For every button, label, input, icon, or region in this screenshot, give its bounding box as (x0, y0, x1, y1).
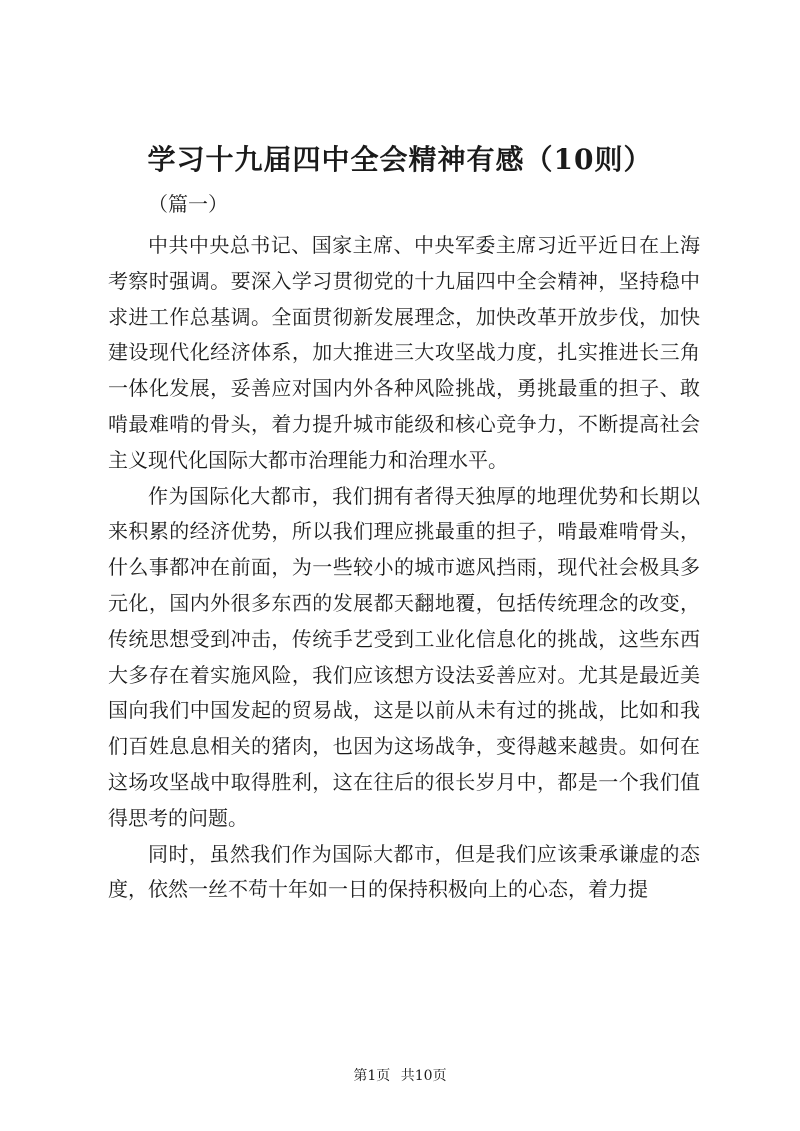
page-number: 第1页 (353, 1068, 391, 1084)
paragraph-1: 中共中央总书记、国家主席、中央军委主席习近平近日在上海考察时强调。要深入学习贯彻党的十九届四中全会精神，坚持稳中求进工作总基调。全面贯彻新发展理念，加快改革开放步伐，加快建设现代化经济体系，加大推进三大攻坚战力度，扎实推进长三角一体化发展，妥善应对国内外各种风险挑战，勇挑最重的担子、敢啃最难啃的骨头，着力提升城市能级和核心竞争力，不断提高社会主义现代化国际大都市治理能力和治理水平。 (108, 233, 700, 472)
page-total: 共10页 (400, 1068, 447, 1084)
document-body (108, 228, 700, 908)
paragraph-2: 作为国际化大都市，我们拥有者得天独厚的地理优势和长期以来积累的经济优势，所以我们理应挑最重的担子，啃最难啃骨头，什么事都冲在前面，为一些较小的城市遮风挡雨，现代社会极具多元化，国内外很多东西的发展都天翻地覆，包括传统理念的改变，传统思想受到冲击，传统手艺受到工业化信息化的挑战，这些东西大多存在着实施风险，我们应该想方设法妥善应对。尤其是最近美国向我们中国发起的贸易战，这是以前从未有过的挑战，比如和我们百姓息息相关的猪肉，也因为这场战争，变得越来越贵。如何在这场攻坚战中取得胜利，这在往后的很长岁月中，都是一个我们值得思考的问题。 (108, 483, 700, 830)
paragraph-3: 同时，虽然我们作为国际大都市，但是我们应该秉承谦虚的态度，依然一丝不苟十年如一日的保持积极向上的心态，着力提 (108, 841, 700, 902)
document-title: 学习十九届四中全会精神有感（10则） (147, 143, 653, 176)
page-footer (0, 1066, 800, 1086)
section-label: （篇一） (148, 192, 228, 216)
